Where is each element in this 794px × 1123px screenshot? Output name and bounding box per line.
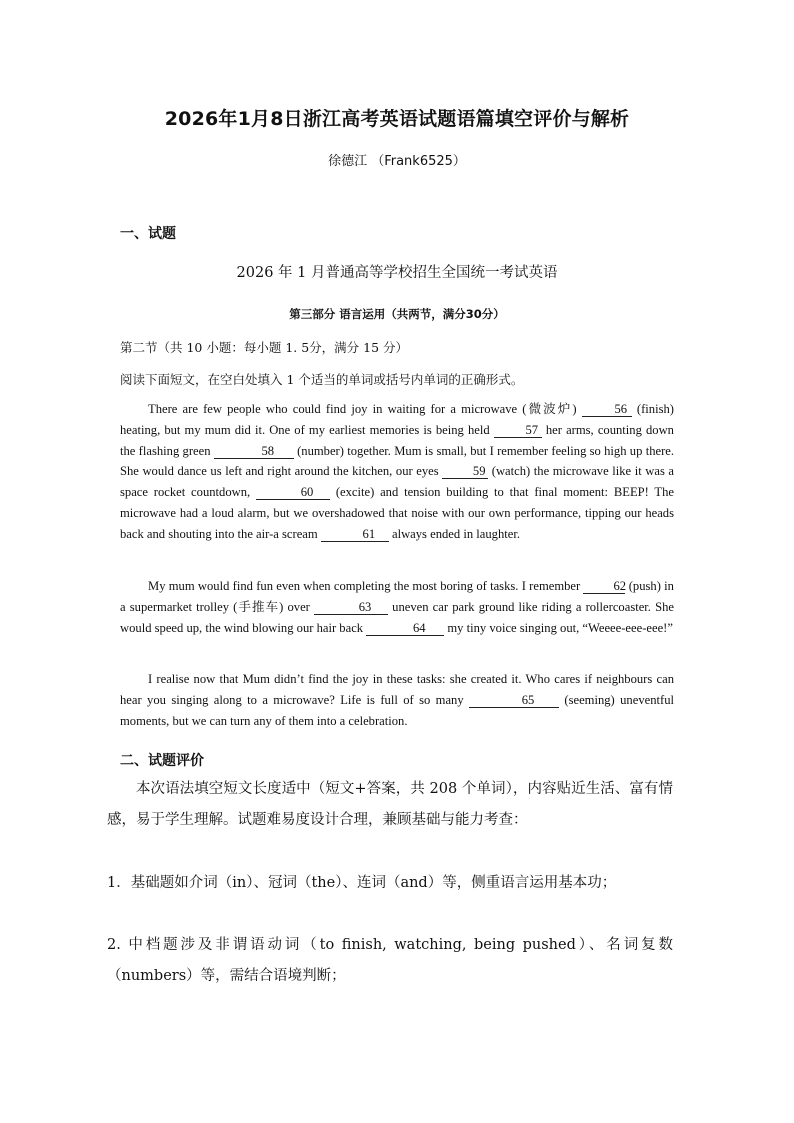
blank-61: 61 xyxy=(321,527,389,542)
passage-paragraph-3: I realise now that Mum didn’t find the joy in these tasks: she created it. Who cares if neighbours can hear you singing along to a microwave? Life is full of so many 65 (seeming) uneventful moments, but we can turn any of them into a celebration. xyxy=(120,672,674,728)
blank-62: 62 xyxy=(583,579,625,594)
blank-65: 65 xyxy=(469,693,559,708)
passage-paragraph-1: There are few people who could find joy in waiting for a microwave (微波炉) 56 (finish) heating, but my mum did it. One of my earliest memories is being held 57 her arms, counting down the flashing green 58 (number) together. Mum is small, but I remember feeling so high up there. She would dance us left and right around the kitchen, our eyes 59 (watch) the microwave like it was a space rocket countdown, 60 (excite) and tension building to that final moment: BEEP! The microwave had a loud alarm, but we overshadowed that noise with our own performance, tipping our heads back and shouting into the air-a scream 61 always ended in laughter. xyxy=(120,402,675,541)
evaluation-paragraph: 本次语法填空短文长度适中（短文+答案，共 208 个单词），内容贴近生活、富有情感，易于学生理解。试题难易度设计合理，兼顾基础与能力考查： xyxy=(107,781,673,828)
page-title: 2026年1月8日浙江高考英语试题语篇填空评价与解析 xyxy=(164,108,630,130)
evaluation-item-1: 1．基础题如介词（in）、冠词（the）、连词（and）等，侧重语言运用基本功； xyxy=(107,875,617,891)
instruction-text: 阅读下面短文，在空白处填入 1 个适当的单词或括号内单词的正确形式。 xyxy=(120,372,524,387)
blank-63: 63 xyxy=(314,600,388,615)
blank-56: 56 xyxy=(582,402,632,417)
passage-paragraph-2: My mum would find fun even when completing the most boring of tasks. I remember 62 (push) in a supermarket trolley (手推车) over 63 uneven car park ground like riding a rollercoaster. She would speed up, the wind blowing our hair back 64 my tiny voice singing out, “Weeee-eee-eee!” xyxy=(120,579,674,635)
blank-58: 58 xyxy=(214,444,294,459)
blank-60: 60 xyxy=(256,485,330,500)
author-line: 徐德江 （Frank6525） xyxy=(328,154,466,169)
exam-title: 2026 年 1 月普通高等学校招生全国统一考试英语 xyxy=(236,265,558,281)
subsection-title: 第二节（共 10 小题：每小题 1. 5分，满分 15 分） xyxy=(120,340,409,355)
blank-57: 57 xyxy=(494,423,542,438)
blank-59: 59 xyxy=(442,464,488,479)
evaluation-item-2: 2. 中档题涉及非谓语动词（to finish, watching, being pushed）、名词复数（numbers）等，需结合语境判断； xyxy=(107,937,673,984)
part-title: 第三部分 语言运用（共两节，满分30分） xyxy=(289,307,505,321)
blank-64: 64 xyxy=(366,621,444,636)
section-heading-evaluation: 二、试题评价 xyxy=(120,753,204,769)
section-heading-exam: 一、试题 xyxy=(120,226,176,242)
